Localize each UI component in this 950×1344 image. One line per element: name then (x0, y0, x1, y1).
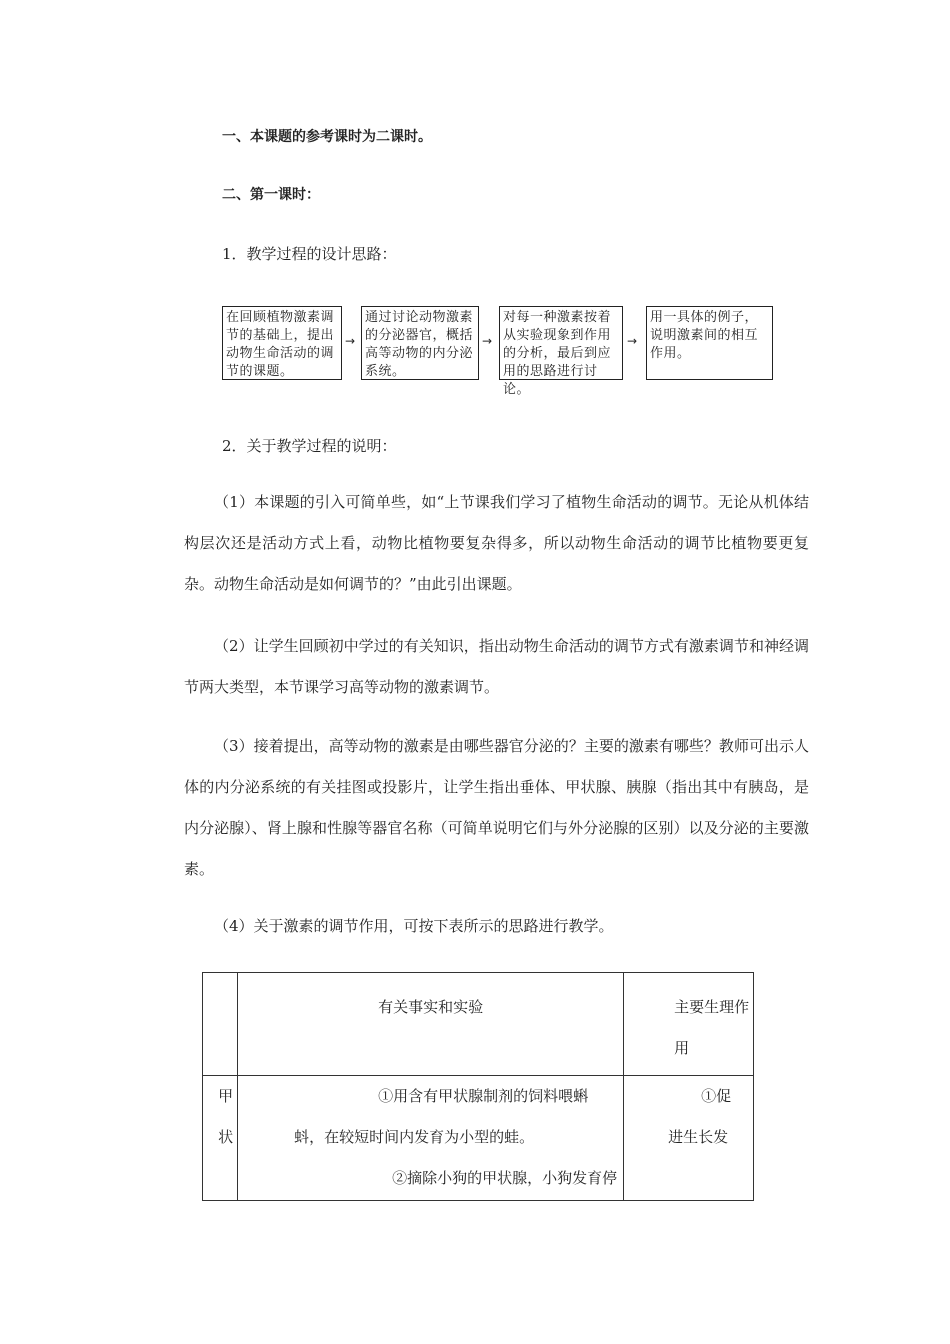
table-header-function (624, 973, 754, 1076)
table-header-facts-text: 有关事实和实验 (378, 998, 484, 1016)
hormone-table (202, 972, 754, 1201)
paragraph-1: （1）本课题的引入可简单些，如“上节课我们学习了植物生命活动的调节。无论从机体结构层次还是活动方式上看，动物比植物要复杂得多，所以动物生命活动的调节比植物要更复杂。动物生命活动是如何调节的？”由此引出课题。 (184, 493, 809, 593)
flow-step-4: 用一具体的例子，说明激素间的相互作用。 (646, 306, 773, 380)
table-header-empty (203, 973, 238, 1076)
heading-first-lesson: 二、第一课时： (222, 187, 320, 203)
flow-arrow-icon: → (345, 334, 356, 348)
paragraph-3: （3）接着提出，高等动物的激素是由哪些器官分泌的？主要的激素有哪些？教师可出示人体的内分泌系统的有关挂图或投影片，让学生指出垂体、甲状腺、胰腺（指出其中有胰岛，是内分泌腺）、肾上腺和性腺等器官名称（可简单说明它们与外分泌腺的区别）以及分泌的主要激素。 (184, 737, 809, 878)
function-1: ①促进生长发 (668, 1087, 732, 1146)
section-process-notes: 2．关于教学过程的说明： (222, 437, 397, 455)
table-header-row (203, 973, 754, 1076)
flow-step-3: 对每一种激素按着从实验现象到作用的分析，最后到应用的思路进行讨论。 (499, 306, 623, 380)
fact-1: ①用含有甲状腺制剂的饲料喂蝌蚪，在较短时间内发育为小型的蛙。 (294, 1087, 589, 1146)
table-header-facts (238, 973, 624, 1076)
table-row (203, 1076, 754, 1201)
table-cell-function (624, 1076, 754, 1201)
section-design-idea: 1．教学过程的设计思路： (222, 245, 397, 263)
flow-step-1: 在回顾植物激素调节的基础上，提出动物生命活动的调节的课题。 (222, 306, 342, 380)
paragraph-2: （2）让学生回顾初中学过的有关知识，指出动物生命活动的调节方式有激素调节和神经调节两大类型，本节课学习高等动物的激素调节。 (184, 637, 809, 696)
table-cell-gland (203, 1076, 238, 1201)
fact-2: ②摘除小狗的甲状腺，小狗发育停 (392, 1169, 618, 1187)
heading-class-hours: 一、本课题的参考课时为二课时。 (222, 129, 432, 145)
table-header-function-text: 主要生理作用 (674, 998, 750, 1057)
flow-arrow-icon: → (482, 334, 493, 348)
flow-step-2: 通过讨论动物激素的分泌器官，概括高等动物的内分泌系统。 (361, 306, 479, 380)
paragraph-4: （4）关于激素的调节作用，可按下表所示的思路进行教学。 (214, 917, 614, 935)
flow-arrow-icon: → (627, 334, 638, 348)
gland-name: 甲状 (218, 1087, 234, 1146)
table-cell-facts (238, 1076, 624, 1201)
